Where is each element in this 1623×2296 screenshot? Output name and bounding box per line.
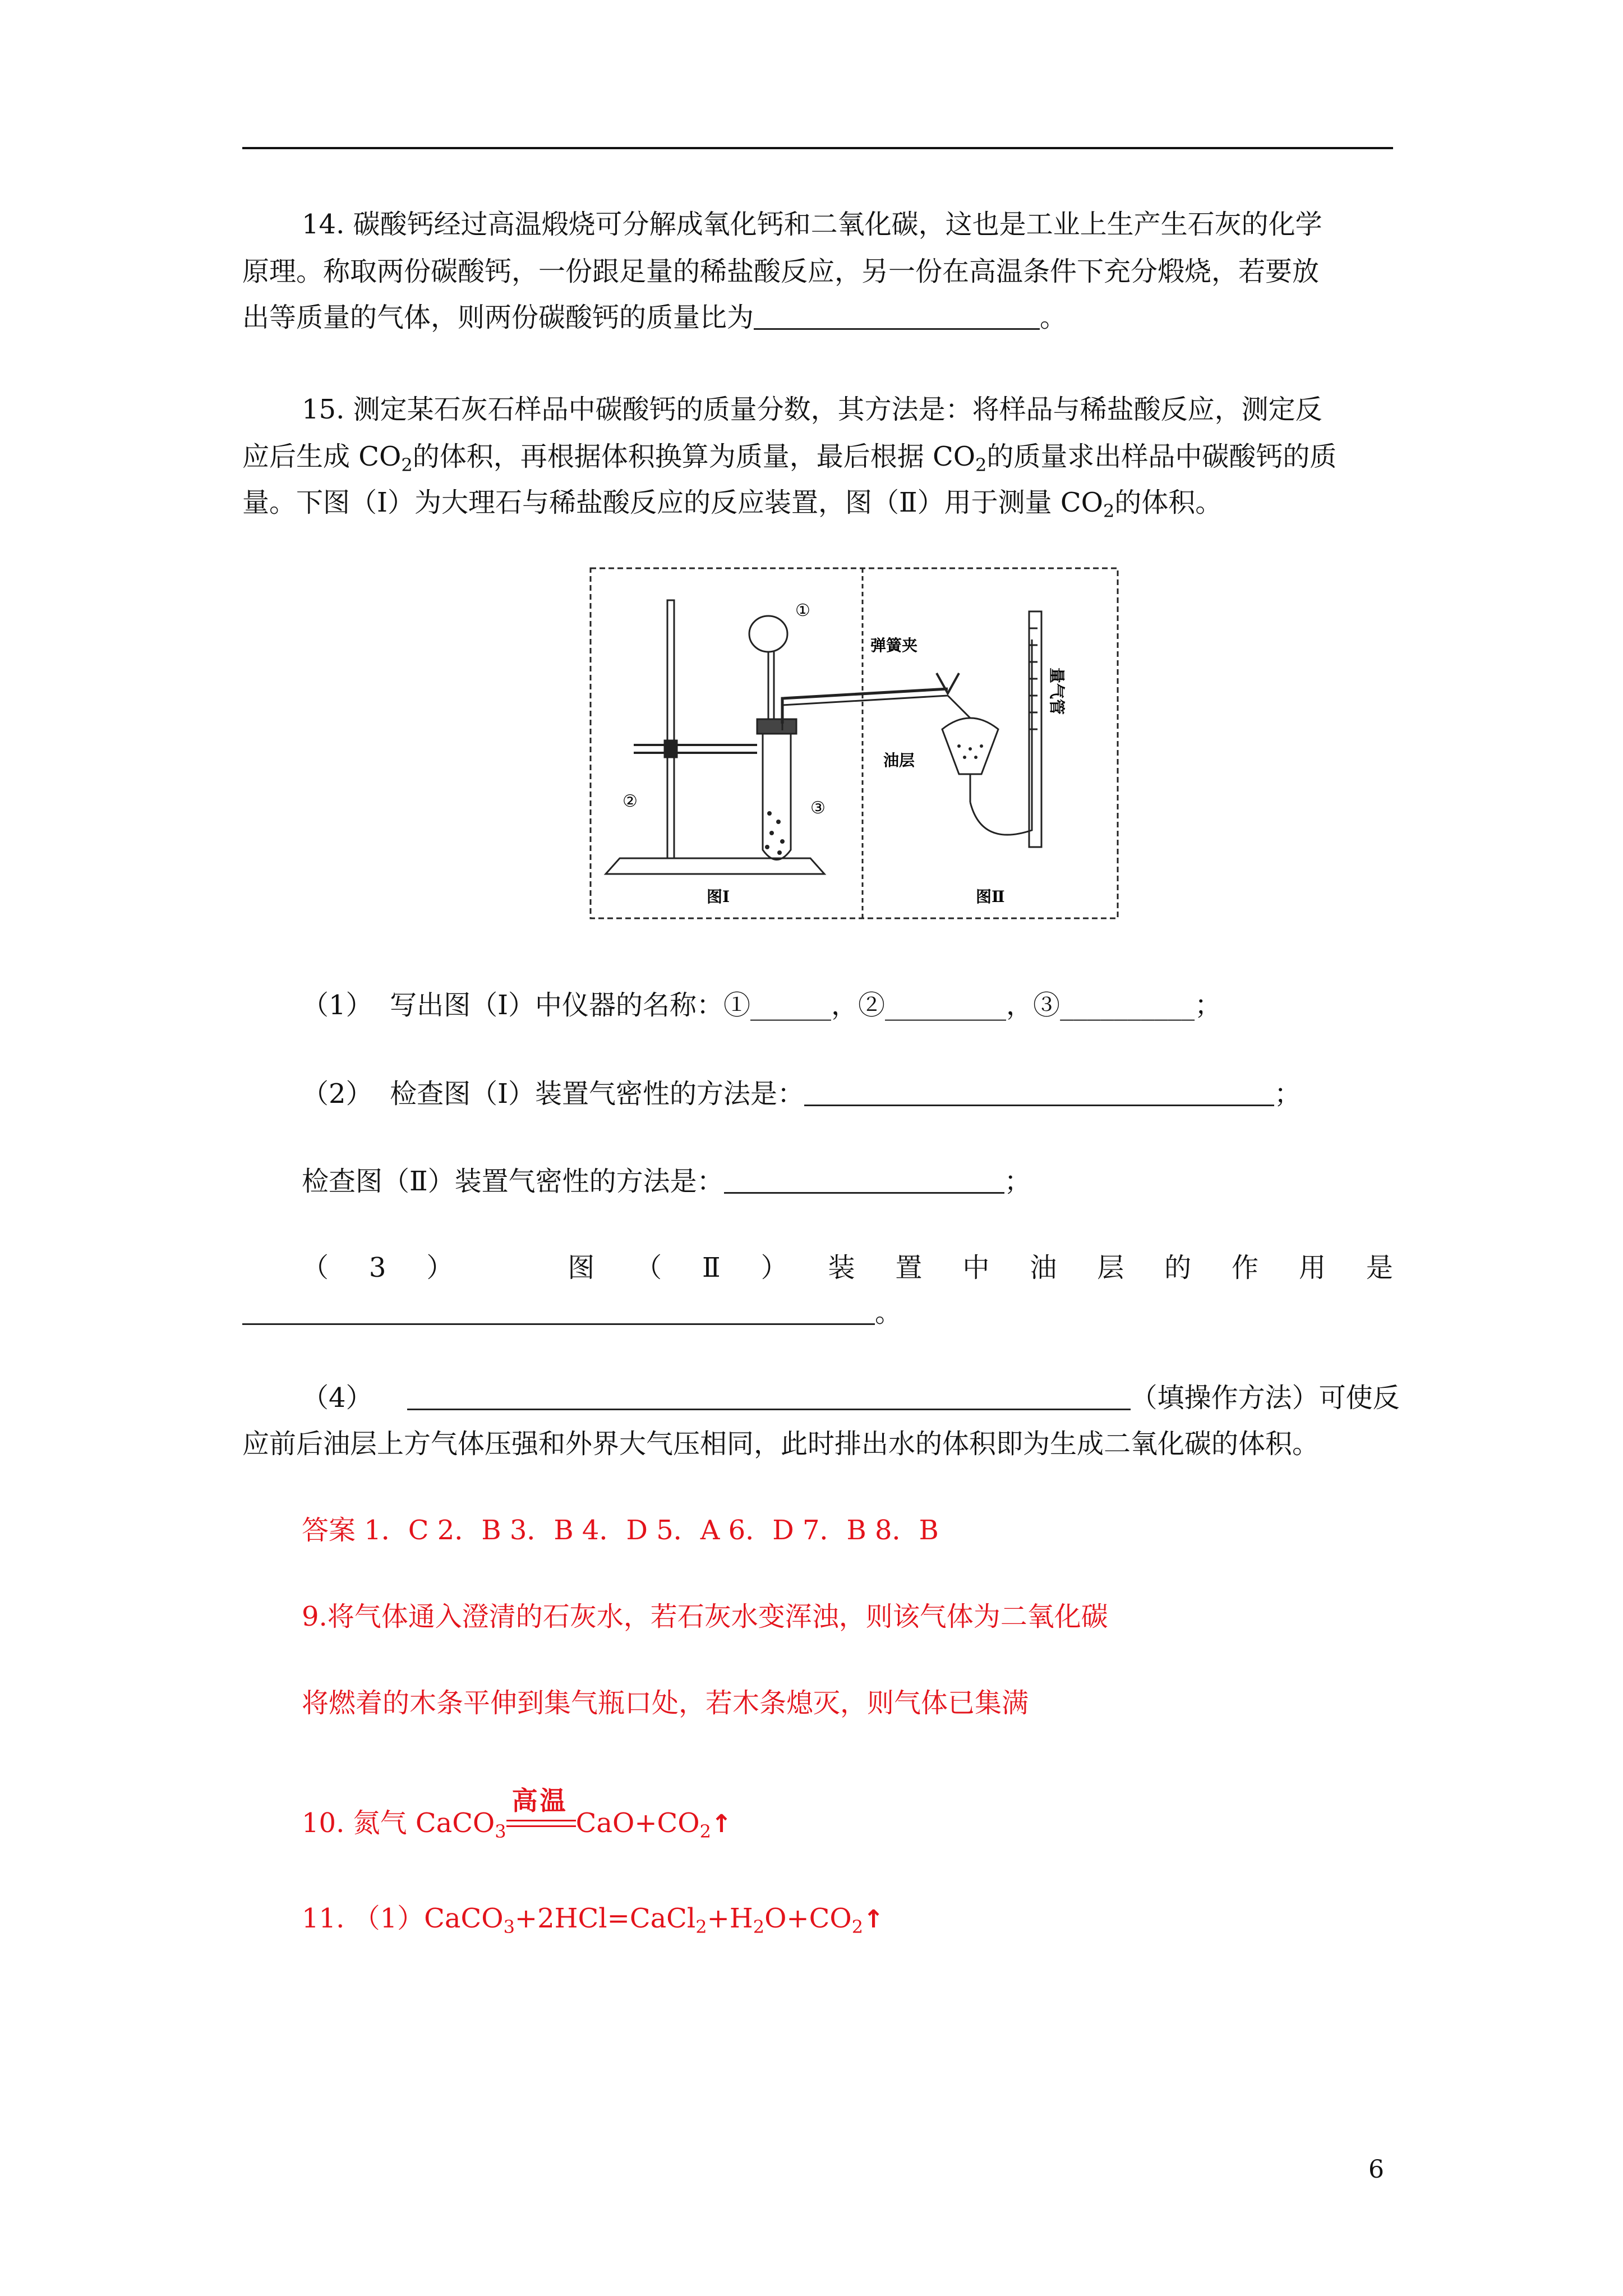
answer-blank[interactable] bbox=[804, 1079, 1274, 1106]
stand-base bbox=[606, 858, 824, 874]
answer-blank[interactable] bbox=[754, 302, 1040, 330]
gas-tube-label: 量气管 bbox=[1048, 668, 1066, 715]
q14-line1: 14. 碳酸钙经过高温煅烧可分解成氧化钙和二氧化碳，这也是工业上生产生石灰的化学 bbox=[302, 209, 1322, 240]
label-1: ① bbox=[795, 601, 810, 620]
q15-line1: 15. 测定某石灰石样品中碳酸钙的质量分数，其方法是：将样品与稀盐酸反应，测定反 bbox=[302, 394, 1322, 425]
answers-line3: 将燃着的木条平伸到集气瓶口处，若木条熄灭，则气体已集满 bbox=[302, 1687, 1029, 1719]
q15-line3: 量。下图（Ⅰ）为大理石与稀盐酸反应的反应装置，图（Ⅱ）用于测量 $CO_2$的体积。 bbox=[242, 487, 1223, 522]
label-3: ③ bbox=[810, 798, 826, 818]
test-tube bbox=[763, 729, 791, 860]
fig1-caption: 图Ⅰ bbox=[707, 887, 730, 906]
subq-4-line2: 应前后油层上方气体压强和外界大气压相同，此时排出水的体积即为生成二氧化碳的体积。 bbox=[242, 1428, 1320, 1460]
rubber-tube bbox=[970, 639, 1032, 835]
gas-arrow-icon: ↑ bbox=[711, 1810, 732, 1838]
oil-layer-label: 油层 bbox=[883, 751, 915, 770]
answers-line4: 10. 氮气 CaCO$_3$ 高温 $CaO+CO_2↑$ bbox=[302, 1786, 732, 1842]
subq-3: （ 3 ） 图 （ Ⅱ ） 装 置 中 油 层 的 作 用 是 bbox=[302, 1252, 1393, 1283]
q15-line2: 应后生成 $CO_2$的体积，再根据体积换算为质量，最后根据 $CO_2$的质量求出样品中碳酸钙的质 bbox=[242, 441, 1337, 476]
blank-3[interactable]: __________ bbox=[1060, 990, 1195, 1021]
blank-2[interactable]: _________ bbox=[885, 990, 1007, 1021]
subq-4: （4） （填操作方法）可使反 bbox=[302, 1382, 1400, 1414]
page-number: 6 bbox=[1368, 2155, 1384, 2184]
q14-line3: 出等质量的气体，则两份碳酸钙的质量比为 。 bbox=[242, 302, 1067, 333]
answer-blank[interactable] bbox=[242, 1297, 875, 1325]
subq-3-blank-line: 。 bbox=[242, 1296, 1393, 1329]
q14-line2: 原理。称取两份碳酸钙，一份跟足量的稀盐酸反应，另一份在高温条件下充分煅烧，若要放 bbox=[242, 256, 1320, 287]
gas-arrow-icon: ↑ bbox=[863, 1905, 884, 1934]
answers-line5: 11. $(1)CaCO_3+2HCl=CaCl_2+H_2O+CO_2↑$ bbox=[302, 1903, 884, 1938]
subq-2: （2） 检查图（Ⅰ）装置气密性的方法是： ； bbox=[302, 1078, 1302, 1110]
answer-blank[interactable] bbox=[724, 1166, 1004, 1194]
subq-1: （1） 写出图（Ⅰ）中仪器的名称：①______，②_________，③__________； bbox=[302, 990, 1222, 1021]
fig2-caption: 图Ⅱ bbox=[976, 887, 1005, 906]
header-rule bbox=[242, 147, 1393, 149]
label-2: ② bbox=[623, 792, 638, 811]
apparatus-figure bbox=[589, 567, 1119, 920]
stand-rod bbox=[667, 600, 674, 858]
spring-clip-label: 弹簧夹 bbox=[870, 636, 918, 655]
blank-1[interactable]: ______ bbox=[750, 990, 832, 1021]
subq-2b: 检查图（Ⅱ）装置气密性的方法是： ； bbox=[302, 1166, 1031, 1197]
answer-blank[interactable] bbox=[407, 1383, 1131, 1410]
level-bulb bbox=[942, 718, 998, 774]
stopper bbox=[757, 719, 796, 734]
separatory-funnel bbox=[749, 616, 787, 652]
reaction-condition: 高温 bbox=[506, 1806, 576, 1840]
answers-line1: 答案 1．C 2．B 3．B 4．D 5．A 6．D 7．B 8．B bbox=[302, 1515, 939, 1546]
answers-line2: 9.将气体通入澄清的石灰水，若石灰水变浑浊，则该气体为二氧化碳 bbox=[302, 1601, 1108, 1632]
